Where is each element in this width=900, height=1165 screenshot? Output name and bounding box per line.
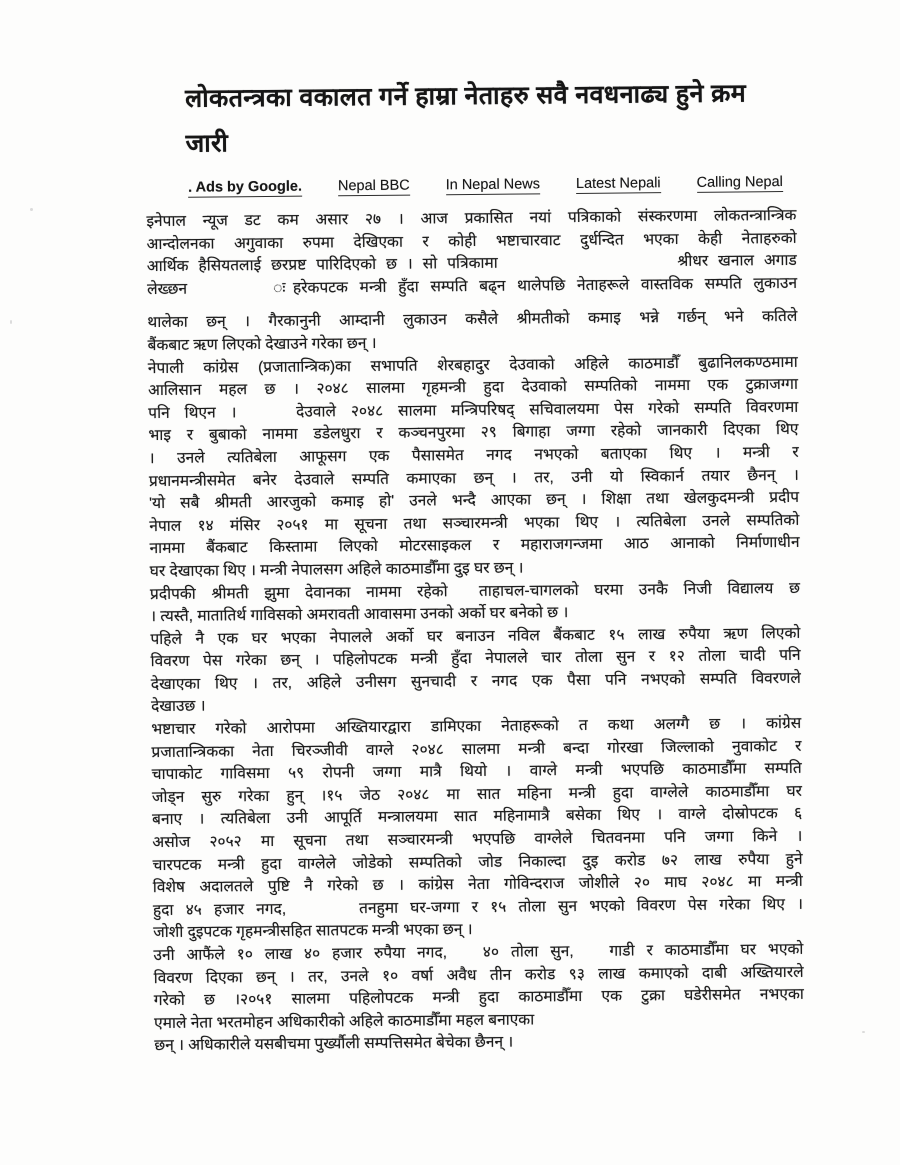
article-line: विशेष अदालतले पुष्टि नै गरेको छ । कांग्रेस नेता गोविन्दराज जोशीले २० माघ २०४८ मा मन्त्री: [152, 873, 803, 897]
article-line: जोशी दुइपटक गृहमन्त्रीसहित सातपटक मन्त्री भएका छन् ।: [153, 921, 473, 942]
article-line: नेपाल १४ मंसिर २०५१ मा सूचना तथा सञ्चारमन्त्री भएका थिए । त्यतिबेला उनले सम्पतिको: [149, 511, 800, 535]
article-title-line: लोकतन्त्रका वकालत गर्ने हाम्रा नेताहरु सवै नवधनाढ्य हुने क्रम: [185, 79, 747, 113]
scan-speck: [862, 1031, 865, 1033]
article-line: बनाए । त्यतिबेला उनी आपूर्ति मन्त्रालयमा सात महिनामात्रै बसेका थिए । वाग्ले दोस्रोपटक ६: [152, 805, 803, 829]
article-title: [185, 71, 796, 167]
article-line: उनी आफैंले १० लाख ४० हजार रुपैया नगद, ४० तोला सुन, गाडी र काठमाडौँमा घर भएको: [153, 940, 804, 965]
article-line: पहिले नै एक घर भएका नेपालले अर्को घर बनाउन नविल बैंकबाट १५ लाख रुपैया ऋण लिएको: [150, 624, 801, 648]
article-line: नाममा बैंकबाट किस्तामा लिएको मोटरसाइकल र महाराजगन्जमा आठ आनाको निर्माणाधीन: [149, 534, 800, 558]
article-line: हुदा ४५ हजार नगद, तनहुमा घर-जग्गा र १५ तोला सुन भएको विवरण पेस गरेका थिए ।: [152, 895, 804, 919]
article-line: एमाले नेता भरतमोहन अधिकारीको अहिले काठमाडौँमा महल बनाएका: [154, 1011, 535, 1032]
article-line: छन् । अधिकारीले यसबीचमा पुर्ख्यौली सम्पत्तिसमेत बेचेका छैनन् ।: [154, 1034, 514, 1055]
article-line: । उनले त्यतिबेला आफूसग एक पैसासमेत नगद नभएको बताएका थिए । मन्त्री र: [148, 443, 799, 468]
article-line: विवरण दिएका छन् । तर, उनले १० वर्षा अवैध तीन करोड ९३ लाख कमाएको दाबी अख्तियारले: [153, 963, 804, 987]
article-body: [146, 205, 804, 1058]
article-line: चापाकोट गाविसमा ५९ रोपनी जग्गा मात्रै थियो । वाग्ले मन्त्री भएपछि काठमाडौँमा सम्पति: [151, 760, 802, 784]
article-line: प्रधानमन्त्रीसमेत बनेर देउवाले सम्पति कमाएका छन् । तर, उनी यो स्विकार्न तयार छैनन् ।: [148, 466, 799, 490]
article-line: असोज २०५२ मा सूचना तथा सञ्चारमन्त्री भएपछि वाग्लेले चितवनमा पनि जग्गा किने ।: [152, 827, 803, 852]
scan-speck: [30, 208, 33, 211]
article-line: विवरण पेस गरेका छन् । पहिलोपटक मन्त्री हुँदा नेपालले चार तोला सुन र १२ तोला चादी पनि: [150, 647, 801, 671]
article-line: इनेपाल न्यूज डट कम असार २७ । आज प्रकासित नयां पत्रिकाको संस्करणमा लोकतन्त्रान्त्रिक: [146, 206, 797, 231]
article-line: आलिसान महल छ । २०४८ सालमा गृहमन्त्री हुदा देउवाको सम्पतिको नाममा एक टुक्राजग्गा: [147, 376, 799, 400]
article-line: नेपाली कांग्रेस (प्रजातान्त्रिक)का सभापति शेरबहादुर देउवाको अहिले काठमाडौँ बुढानिलकण्ठमामा: [147, 353, 798, 377]
nav-links-row: [188, 174, 796, 198]
article-line: बैंकबाट ऋण लिएको देखाउने गरेका छन् ।: [147, 334, 377, 355]
article-title-line: जारी: [185, 129, 229, 158]
nav-link[interactable]: Latest Nepali: [575, 175, 661, 192]
scan-speck: [10, 320, 12, 324]
article-line: प्रदीपकी श्रीमती झुमा देवानका नाममा रहेको ताहाचल-चागलको घरमा उनकै निजी विद्यालय छ: [149, 579, 801, 603]
article-line: लेख्छन ःहरेकपटक मन्त्री हुँदा सम्पति बढ्न थालेपछि नेताहरूले वास्तविक सम्पति लुकाउन: [146, 274, 798, 298]
article-line: थालेका छन् । गैरकानुनी आम्दानी लुकाउन कसैले श्रीमतीको कमाइ भन्ने गर्छन् भने कतिले: [147, 308, 798, 332]
article-line: आर्थिक हैसियतलाई छरप्रष्ट पारिदिएको छ । सो पत्रिकामा श्रीधर खनाल अगाड: [146, 252, 797, 276]
article-line: पनि थिएन । देउवाले २०४८ सालमा मन्त्रिपरिषद् सचिवालयमा पेस गरेको सम्पति विवरणमा: [148, 398, 799, 422]
nav-link[interactable]: Calling Nepal: [696, 174, 783, 191]
article-line: देखाएका थिए । तर, अहिले उनीसग सुनचादी र नगद एक पैसा पनि नभएको सम्पति विवरणले: [150, 669, 801, 693]
nav-link[interactable]: In Nepal News: [445, 176, 541, 194]
article-line: आन्दोलनका अगुवाका रुपमा देखिएका र कोही भष्टाचारवाट दुर्धन्दित भएका केही नेताहरुको: [146, 229, 797, 253]
nav-link[interactable]: Nepal BBC: [337, 177, 410, 195]
article-line: । त्यस्तै, मातातिर्थ गाविसको अमरावती आवासमा उनको अर्को घर बनेको छ ।: [150, 604, 569, 626]
article-line: घर देखाएका थिए । मन्त्री नेपालसग अहिले काठमाडौँमा दुइ घर छन् ।: [149, 559, 524, 581]
article-line: 'यो सबै श्रीमती आरजुको कमाइ हो' उनले भन्दै आएका छन् । शिक्षा तथा खेलकुदमन्त्री प्रदीप: [149, 488, 800, 513]
article: [145, 71, 804, 1058]
article-line: प्रजातान्त्रिकका नेता चिरञ्जीवी वाग्ले २०४८ सालमा मन्त्री बन्दा गोरखा जिल्लाको नुवाकोट र: [151, 737, 802, 761]
article-line: जोड्न सुरु गरेका हुन् ।१५ जेठ २०४८ मा सात महिना मन्त्री हुदा वाग्लेले काठमाडौँमा घर: [151, 782, 802, 806]
article-line: गरेको छ ।२०५१ सालमा पहिलोपटक मन्त्री हुदा काठमाडौँमा एक टुक्रा घडेरीसमेत नभएका: [153, 986, 804, 1010]
article-line: देखाउछ ।: [150, 698, 206, 716]
nav-link[interactable]: . Ads by Google.: [188, 178, 303, 196]
article-line: भाइ र बुबाको नाममा डडेलधुरा र कञ्चनपुरमा २९ बिगाहा जग्गा रहेको जानकारी दिएका थिए: [148, 421, 799, 445]
article-line: भष्टाचार गरेको आरोपमा अख्तियारद्वारा डामिएका नेताहरूको त कथा अलग्गै छ । कांग्रेस: [151, 714, 802, 739]
article-line: चारपटक मन्त्री हुदा वाग्लेले जोडेको सम्पतिको जोड निकाल्दा दुइ करोड ७२ लाख रुपैया हुने: [152, 850, 803, 874]
